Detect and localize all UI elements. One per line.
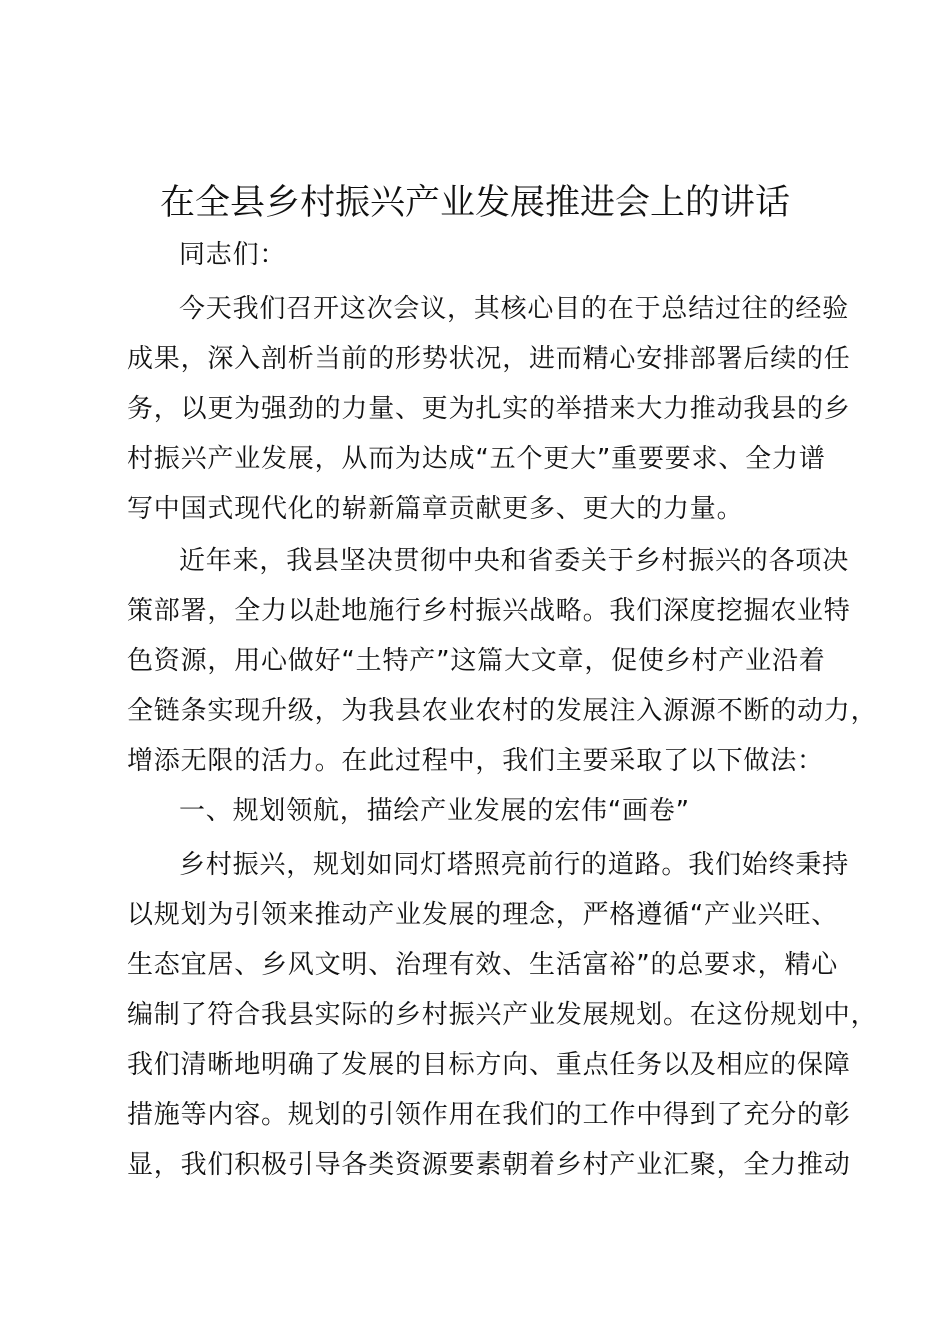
- document-line: 措施等内容。规划的引领作用在我们的工作中得到了充分的彰: [127, 1100, 851, 1130]
- document-line: 成果，深入剖析当前的形势状况，进而精心安排部署后续的任: [127, 344, 851, 374]
- document-line: 近年来，我县坚决贯彻中央和省委关于乡村振兴的各项决: [179, 546, 850, 576]
- document-line: 务，以更为强劲的力量、更为扎实的举措来大力推动我县的乡: [127, 394, 851, 424]
- document-line: 显，我们积极引导各类资源要素朝着乡村产业汇聚，全力推动: [127, 1150, 851, 1180]
- document-line: 全链条实现升级，为我县农业农村的发展注入源源不断的动力，: [127, 696, 878, 726]
- document-body: [127, 230, 878, 1190]
- document-line: 同志们：: [179, 240, 287, 270]
- document-line: 编制了符合我县实际的乡村振兴产业发展规划。在这份规划中，: [127, 1000, 878, 1030]
- document-line: 一、规划领航，描绘产业发展的宏伟“画卷”: [179, 796, 690, 826]
- document-line: 乡村振兴，规划如同灯塔照亮前行的道路。我们始终秉持: [179, 850, 850, 880]
- document-line: 色资源，用心做好“土特产”这篇大文章，促使乡村产业沿着: [127, 646, 826, 676]
- document-line: 今天我们召开这次会议，其核心目的在于总结过往的经验: [179, 294, 850, 324]
- document-line: 我们清晰地明确了发展的目标方向、重点任务以及相应的保障: [127, 1050, 851, 1080]
- document-line: 增添无限的活力。在此过程中，我们主要采取了以下做法：: [127, 746, 824, 776]
- document-line: 策部署，全力以赴地施行乡村振兴战略。我们深度挖掘农业特: [127, 596, 851, 626]
- document-line: 以规划为引领来推动产业发展的理念，严格遵循“产业兴旺、: [127, 900, 839, 930]
- document-line: 写中国式现代化的崭新篇章贡献更多、更大的力量。: [127, 494, 744, 524]
- document-line: 村振兴产业发展，从而为达成“五个更大”重要要求、全力谱: [127, 444, 826, 474]
- document-title: 在全县乡村振兴产业发展推进会上的讲话: [159, 183, 790, 223]
- document-line: 生态宜居、乡风文明、治理有效、生活富裕”的总要求，精心: [127, 950, 839, 980]
